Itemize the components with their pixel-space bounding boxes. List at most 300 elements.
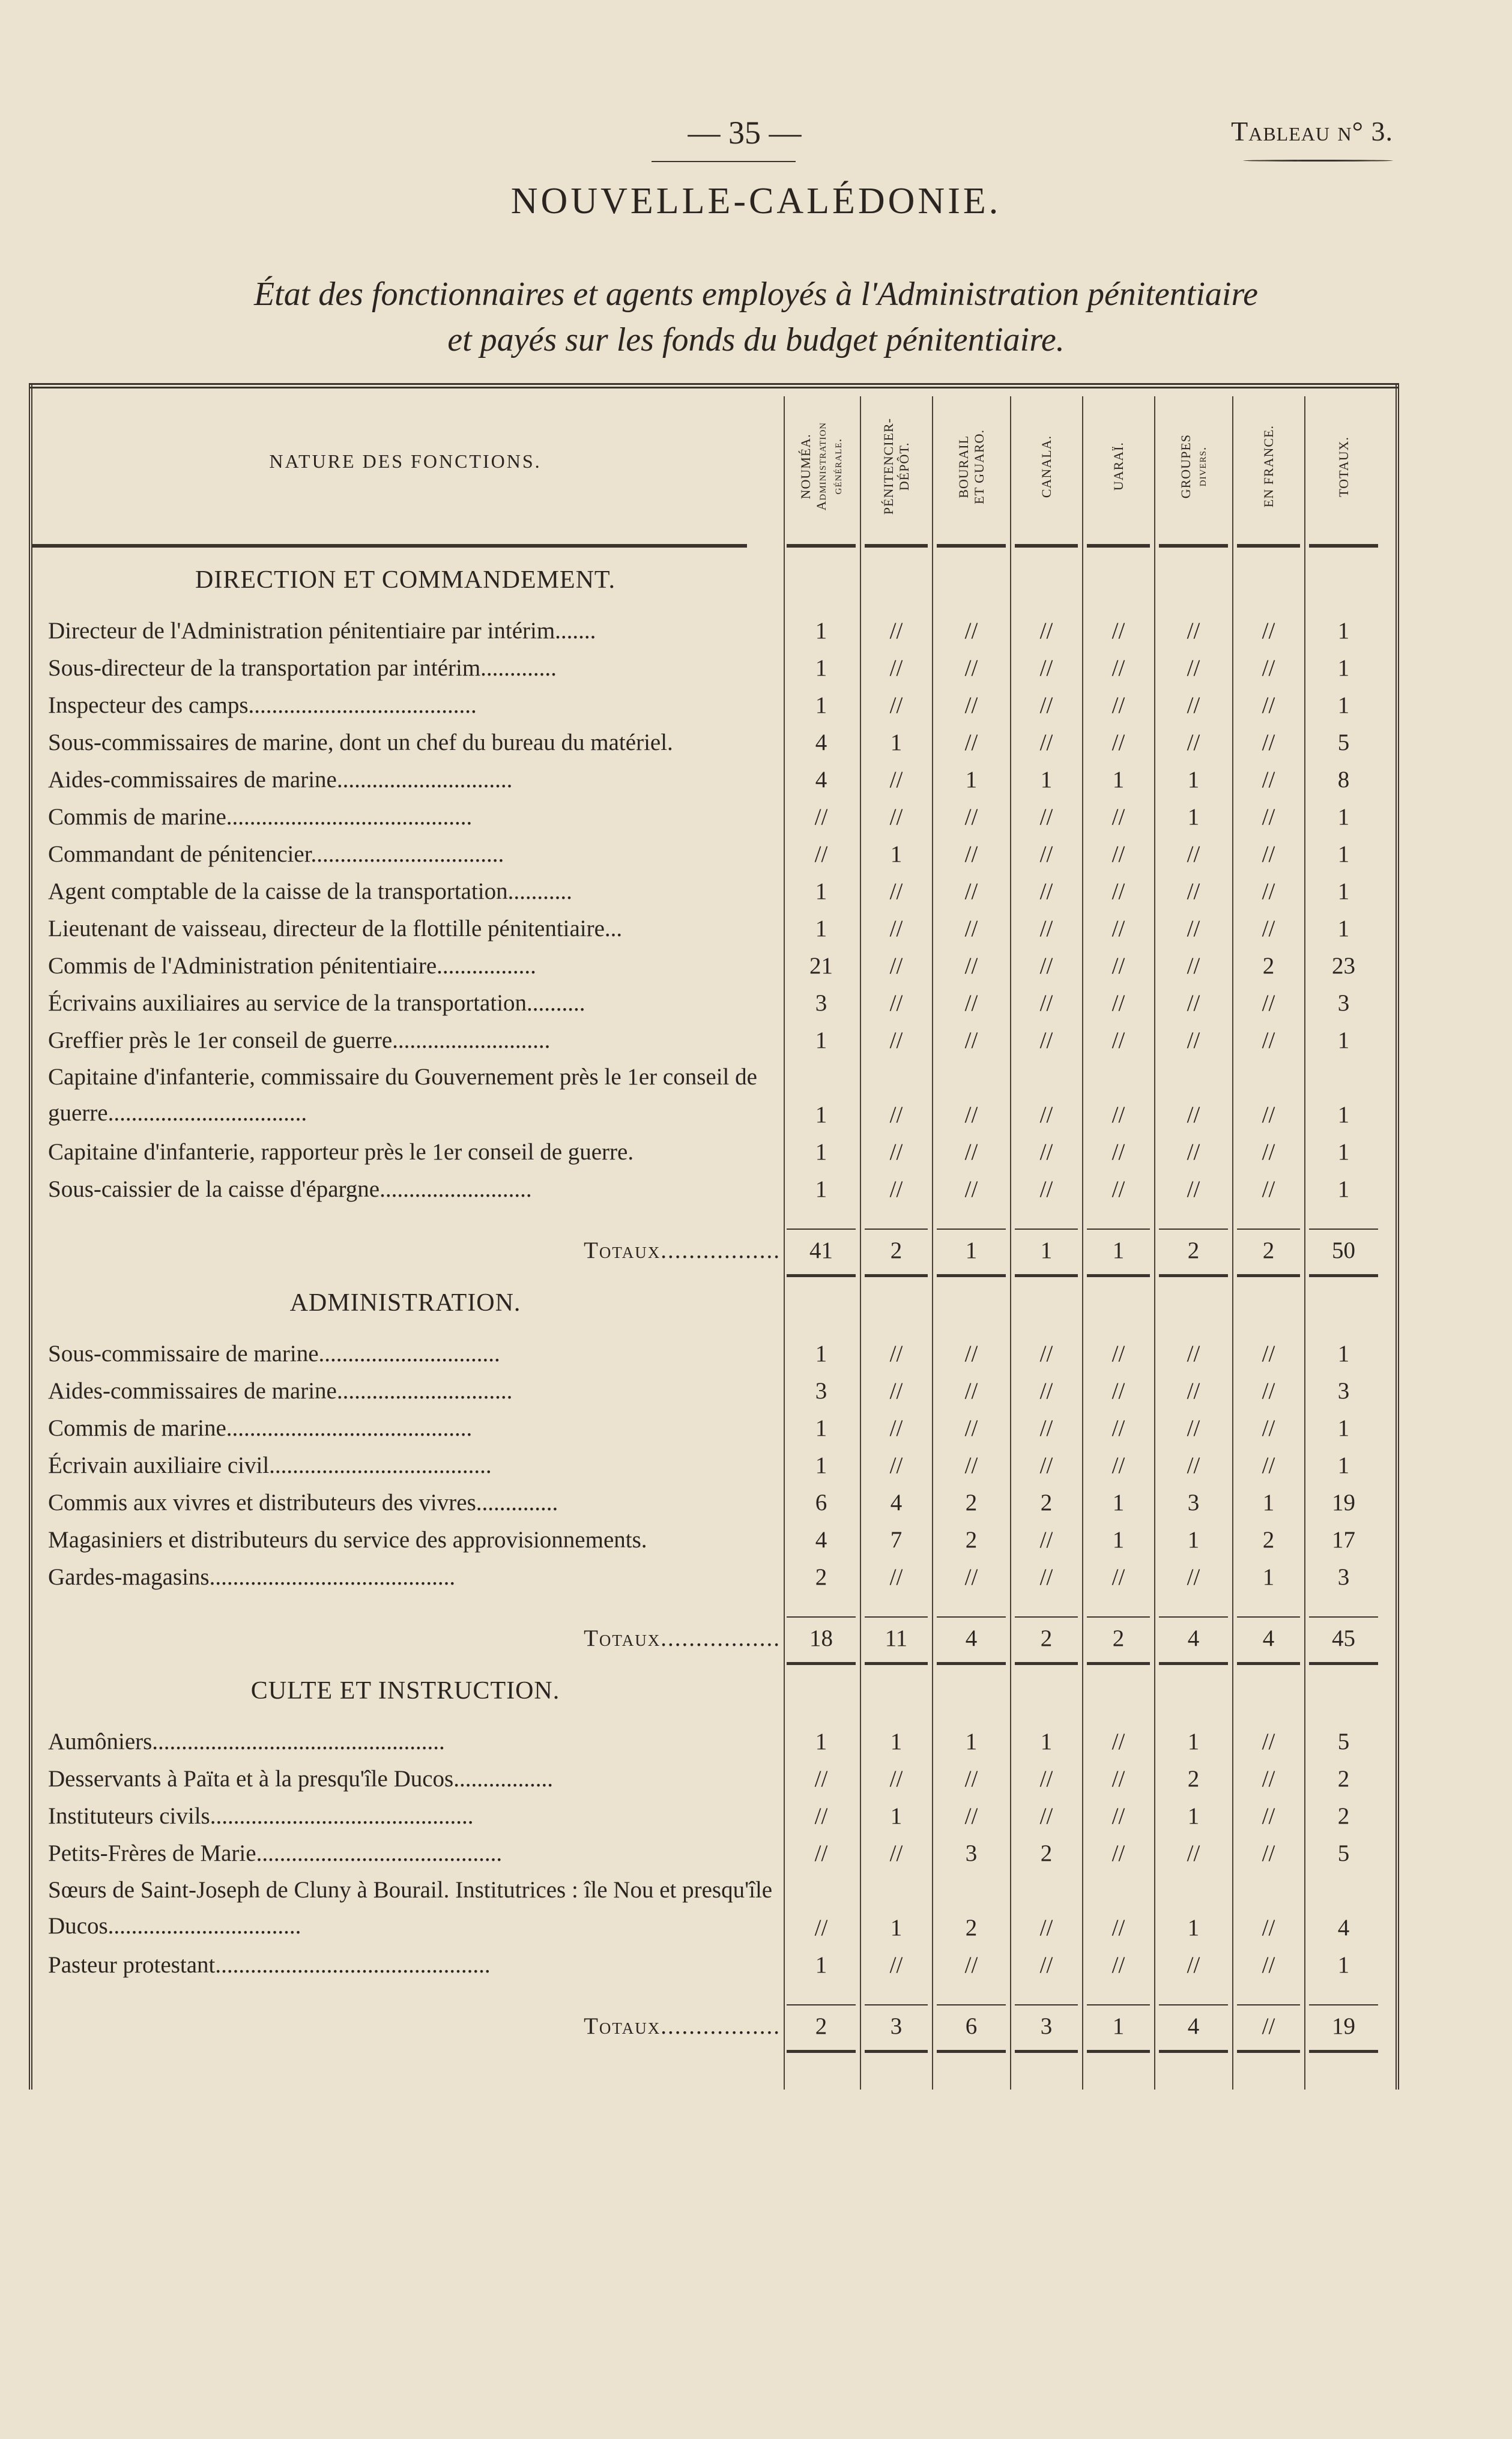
value-cell: // [889, 1415, 903, 1441]
value-cell: // [964, 878, 978, 904]
value-cell: // [964, 916, 978, 941]
value-cell: 1 [1337, 1952, 1350, 1978]
value-cell: // [964, 692, 978, 718]
row-label: Desservants à Païta et à la presqu'île Ducos................. [48, 1766, 553, 1792]
header-rule-segment [1237, 544, 1300, 548]
table-row [48, 836, 1381, 873]
column-header [787, 397, 856, 536]
value-cell: // [1262, 730, 1275, 755]
value-cell: // [1111, 990, 1125, 1016]
header-rule-segment [937, 544, 1006, 548]
value-cell: // [814, 1766, 828, 1792]
column-header [1159, 397, 1228, 536]
table-row [48, 1484, 1381, 1522]
value-cell: // [889, 1027, 903, 1053]
value-cell: // [1187, 1952, 1200, 1978]
value-cell: 1 [890, 1915, 903, 1941]
total-cell: 2 [815, 2013, 827, 2039]
value-cell: // [1039, 953, 1053, 979]
totals-rule [787, 2004, 856, 2005]
value-cell: // [1111, 655, 1125, 681]
value-cell: // [964, 1027, 978, 1053]
column-header-label: GROUPES divers. [1178, 434, 1209, 499]
value-cell: 1 [1337, 916, 1350, 941]
value-cell: 1 [1337, 804, 1350, 830]
subtitle-line-1: État des fonctionnaires et agents employés à l'Administration pénitentiaire [253, 276, 1259, 313]
totals-row [48, 1620, 1381, 1657]
value-cell: // [1111, 841, 1125, 867]
value-cell: // [1111, 1729, 1125, 1754]
table-row [48, 799, 1381, 836]
value-cell: 2 [1337, 1766, 1350, 1792]
value-cell: // [964, 1452, 978, 1478]
value-cell: // [1187, 1378, 1200, 1404]
table-row [48, 1373, 1381, 1410]
table-row [48, 1059, 1381, 1134]
value-cell: // [889, 1378, 903, 1404]
value-cell: // [1262, 1766, 1275, 1792]
value-cell: 17 [1332, 1527, 1355, 1553]
totals-rule [1087, 1229, 1150, 1230]
table-row [48, 1171, 1381, 1208]
value-cell: // [964, 1952, 978, 1978]
row-label: Capitaine d'infanterie, rapporteur près le 1er conseil de guerre. [48, 1139, 634, 1165]
total-cell: 1 [1040, 1238, 1053, 1263]
value-cell: 1 [815, 878, 827, 904]
value-cell: // [1187, 730, 1200, 755]
value-cell: 1 [815, 692, 827, 718]
table-row [48, 1947, 1381, 1984]
total-cell: 1 [1112, 2013, 1125, 2039]
value-cell: // [1039, 1102, 1053, 1128]
value-cell: 1 [1262, 1564, 1275, 1590]
value-cell: // [1262, 1102, 1275, 1128]
value-cell: // [964, 1341, 978, 1367]
value-cell: 3 [815, 1378, 827, 1404]
total-cell: 6 [965, 2013, 978, 2039]
total-cell: 4 [965, 1625, 978, 1651]
value-cell: 4 [1337, 1915, 1350, 1941]
value-cell: // [814, 1840, 828, 1866]
value-cell: 2 [1262, 1527, 1275, 1553]
value-cell: 3 [1337, 1378, 1350, 1404]
value-cell: 1 [890, 1803, 903, 1829]
value-cell: // [889, 953, 903, 979]
value-cell: 4 [815, 730, 827, 755]
value-cell: 21 [809, 953, 833, 979]
totals-rule [1015, 1616, 1078, 1618]
value-cell: // [964, 655, 978, 681]
value-cell: 1 [815, 618, 827, 644]
value-cell: // [889, 1341, 903, 1367]
value-cell: // [964, 618, 978, 644]
row-label: Capitaine d'infanterie, commissaire du Gouvernement près le 1er conseil de guerre.................................. [48, 1064, 757, 1126]
column-header-label: NOUMÉA. Administration générale. [797, 422, 844, 511]
subtitle-line-2: et payés sur les fonds du budget pénitentiaire. [447, 321, 1065, 358]
column-header [1309, 397, 1378, 536]
value-cell: // [1039, 655, 1053, 681]
totals-rule [1159, 1274, 1228, 1277]
table-row [48, 910, 1381, 947]
header-rule-segment [1159, 544, 1228, 548]
value-cell: // [889, 916, 903, 941]
row-label: Sous-commissaire de marine............................... [48, 1341, 500, 1367]
value-cell: 19 [1332, 1490, 1355, 1516]
value-cell: // [1039, 1176, 1053, 1202]
value-cell: 1 [1337, 1027, 1350, 1053]
value-cell: // [889, 1564, 903, 1590]
value-cell: // [1187, 1415, 1200, 1441]
table-row [48, 985, 1381, 1022]
value-cell: // [1187, 692, 1200, 718]
row-label: Magasiniers et distributeurs du service des approvisionnements. [48, 1527, 647, 1553]
value-cell: 1 [815, 1102, 827, 1128]
value-cell: // [1187, 1452, 1200, 1478]
value-cell: // [889, 618, 903, 644]
totals-rule [865, 2004, 928, 2005]
totals-rule [1159, 2050, 1228, 2053]
main-title: NOUVELLE-CALÉDONIE. [510, 181, 1002, 222]
value-cell: 4 [815, 767, 827, 793]
value-cell: // [1262, 1341, 1275, 1367]
value-cell: 2 [1040, 1840, 1053, 1866]
value-cell: // [964, 804, 978, 830]
total-cell: 3 [890, 2013, 903, 2039]
page-number: — 35 — [688, 115, 802, 151]
row-label: Écrivain auxiliaire civil...................................... [48, 1452, 492, 1478]
total-cell: 4 [1262, 1625, 1275, 1651]
total-cell: 50 [1332, 1238, 1355, 1263]
row-label: Greffier près le 1er conseil de guerre........................... [48, 1027, 551, 1053]
total-cell: 4 [1187, 1625, 1200, 1651]
value-cell: // [1111, 804, 1125, 830]
value-cell: 6 [815, 1490, 827, 1516]
value-cell: 1 [1337, 655, 1350, 681]
value-cell: // [1262, 878, 1275, 904]
totals-rule [787, 2050, 856, 2053]
value-cell: 1 [965, 767, 978, 793]
totals-rule [787, 1616, 856, 1618]
value-cell: 1 [1337, 841, 1350, 867]
column-header-label: CANALA. [1038, 435, 1054, 498]
value-cell: 2 [815, 1564, 827, 1590]
value-cell: 1 [1337, 1176, 1350, 1202]
value-cell: // [1111, 1176, 1125, 1202]
table-row [48, 1522, 1381, 1559]
value-cell: // [1262, 1952, 1275, 1978]
value-cell: 1 [1337, 1139, 1350, 1165]
value-cell: // [1262, 841, 1275, 867]
value-cell: // [889, 767, 903, 793]
value-cell: 1 [1337, 1341, 1350, 1367]
column-header-label: PÉNITENCIER- DÉPÔT. [880, 418, 912, 515]
row-label: Lieutenant de vaisseau, directeur de la flottille pénitentiaire... [48, 916, 623, 941]
value-cell: 1 [1187, 767, 1200, 793]
value-cell: // [1262, 1840, 1275, 1866]
value-cell: // [814, 1915, 828, 1941]
value-cell: 2 [1187, 1766, 1200, 1792]
totals-rule [1309, 2004, 1378, 2005]
value-cell: // [889, 655, 903, 681]
value-cell: 2 [965, 1915, 978, 1941]
row-label: Sœurs de Saint-Joseph de Cluny à Bourail. Institutrices : île Nou et presqu'île Ducos................................. [48, 1877, 773, 1939]
value-cell: // [1187, 953, 1200, 979]
column-header [865, 397, 928, 536]
table-row [48, 1798, 1381, 1835]
value-cell: // [964, 1139, 978, 1165]
totals-rule [1159, 1616, 1228, 1618]
totals-rule [1015, 1662, 1078, 1665]
column-header-label: EN FRANCE. [1260, 425, 1276, 508]
value-cell: 1 [1337, 692, 1350, 718]
totals-rule [1015, 2050, 1078, 2053]
value-cell: // [1262, 916, 1275, 941]
totals-rule [1237, 1616, 1300, 1618]
value-cell: // [1039, 1415, 1053, 1441]
table-row [48, 1447, 1381, 1484]
totals-row [48, 1232, 1381, 1269]
value-cell: 1 [815, 1415, 827, 1441]
value-cell: // [1262, 1915, 1275, 1941]
totals-rule [787, 1662, 856, 1665]
value-cell: // [1111, 1766, 1125, 1792]
value-cell: 5 [1337, 1729, 1350, 1754]
value-cell: 2 [1040, 1490, 1053, 1516]
value-cell: // [1039, 1915, 1053, 1941]
value-cell: // [964, 1564, 978, 1590]
value-cell: 1 [965, 1729, 978, 1754]
value-cell: 7 [890, 1527, 903, 1553]
table-row [48, 761, 1381, 799]
tableau-rule [1243, 160, 1393, 162]
value-cell: // [1039, 1564, 1053, 1590]
value-cell: 1 [1112, 1490, 1125, 1516]
value-cell: // [1262, 1729, 1275, 1754]
value-cell: // [1039, 841, 1053, 867]
table-row [48, 724, 1381, 761]
value-cell: // [1039, 1766, 1053, 1792]
value-cell: 1 [890, 1729, 903, 1754]
value-cell: // [964, 1766, 978, 1792]
totals-rule [1087, 1662, 1150, 1665]
value-cell: // [1039, 878, 1053, 904]
section-heading: DIRECTION ET COMMANDEMENT. [195, 566, 615, 594]
value-cell: 1 [1187, 1729, 1200, 1754]
total-cell: 45 [1332, 1625, 1355, 1651]
value-cell: // [1039, 1341, 1053, 1367]
column-header [937, 397, 1006, 536]
totals-rule [1309, 1616, 1378, 1618]
value-cell: 8 [1337, 767, 1350, 793]
value-cell: // [1039, 730, 1053, 755]
row-label: Pasteur protestant............................................... [48, 1952, 491, 1978]
value-cell: // [1039, 1378, 1053, 1404]
section-heading: CULTE ET INSTRUCTION. [250, 1677, 560, 1705]
value-cell: 3 [815, 990, 827, 1016]
totals-rule [865, 1229, 928, 1230]
total-cell: 1 [1112, 1238, 1125, 1263]
value-cell: // [1039, 1803, 1053, 1829]
value-cell: // [1039, 692, 1053, 718]
value-cell: 1 [1187, 1803, 1200, 1829]
value-cell: // [889, 804, 903, 830]
value-cell: 1 [890, 841, 903, 867]
table-row [48, 1022, 1381, 1059]
totals-rule [937, 1229, 1006, 1230]
table-row [48, 612, 1381, 650]
total-cell: 19 [1332, 2013, 1355, 2039]
value-cell: 1 [815, 916, 827, 941]
value-cell: // [1111, 1378, 1125, 1404]
value-cell: // [1111, 1102, 1125, 1128]
totals-rule [1309, 1662, 1378, 1665]
value-cell: // [1111, 916, 1125, 941]
value-cell: // [1262, 1176, 1275, 1202]
value-cell: // [1039, 1139, 1053, 1165]
column-header [1015, 397, 1078, 536]
total-cell: 2 [1040, 1625, 1053, 1651]
value-cell: // [1039, 618, 1053, 644]
row-label: Commis de l'Administration pénitentiaire................. [48, 953, 536, 979]
value-cell: // [1187, 1840, 1200, 1866]
row-label: Petits-Frères de Marie.......................................... [48, 1840, 503, 1866]
totals-rule [1237, 2004, 1300, 2005]
value-cell: // [1262, 1027, 1275, 1053]
value-cell: // [814, 1803, 828, 1829]
value-cell: // [964, 1102, 978, 1128]
column-header-label: UARAÏ. [1110, 442, 1126, 491]
value-cell: 1 [815, 1729, 827, 1754]
totals-rule [1309, 2050, 1378, 2053]
value-cell: // [1187, 618, 1200, 644]
value-cell: 23 [1332, 953, 1355, 979]
totals-rule [937, 2050, 1006, 2053]
row-label: Commandant de pénitencier................................. [48, 841, 504, 867]
total-cell: 18 [809, 1625, 833, 1651]
value-cell: // [1039, 990, 1053, 1016]
row-label: Instituteurs civils............................................. [48, 1803, 474, 1829]
header-rule-segment [1087, 544, 1150, 548]
value-cell: // [1111, 953, 1125, 979]
totals-rule [1237, 1229, 1300, 1230]
value-cell: 1 [1337, 1102, 1350, 1128]
row-label: Aumôniers.................................................. [48, 1729, 445, 1754]
value-cell: // [1039, 916, 1053, 941]
totals-rule [1087, 1274, 1150, 1277]
totals-rule [1087, 2050, 1150, 2053]
value-cell: 3 [965, 1840, 978, 1866]
value-cell: 2 [1262, 953, 1275, 979]
value-cell: // [964, 1378, 978, 1404]
value-cell: 5 [1337, 730, 1350, 755]
table-row [48, 1723, 1381, 1760]
row-label: Agent comptable de la caisse de la transportation........... [48, 878, 572, 904]
total-cell: 4 [1187, 2013, 1200, 2039]
value-cell: 1 [1337, 618, 1350, 644]
value-cell: // [1039, 1027, 1053, 1053]
total-cell: 2 [890, 1238, 903, 1263]
header-rule-segment [787, 544, 856, 548]
totals-rule [1237, 1274, 1300, 1277]
value-cell: // [964, 990, 978, 1016]
total-cell: 11 [885, 1625, 908, 1651]
value-cell: // [1111, 1452, 1125, 1478]
total-cell: 2 [1187, 1238, 1200, 1263]
value-cell: // [889, 1840, 903, 1866]
table-row [48, 947, 1381, 985]
value-cell: // [1187, 841, 1200, 867]
table-row [48, 1559, 1381, 1596]
totals-rule [787, 1229, 856, 1230]
table-row [48, 1835, 1381, 1872]
row-label: Commis de marine.......................................... [48, 1415, 473, 1441]
totals-rule [1087, 1616, 1150, 1618]
value-cell: 1 [815, 1176, 827, 1202]
header-rule-segment [1309, 544, 1378, 548]
totals-rule [1159, 1662, 1228, 1665]
row-label: Commis de marine.......................................... [48, 804, 473, 830]
value-cell: // [1039, 1952, 1053, 1978]
section-heading: ADMINISTRATION. [289, 1289, 521, 1317]
row-label: Aides-commissaires de marine.............................. [48, 767, 513, 793]
totals-rule [1015, 1274, 1078, 1277]
value-cell: 1 [1337, 1415, 1350, 1441]
value-cell: 5 [1337, 1840, 1350, 1866]
value-cell: 1 [815, 1341, 827, 1367]
table-row [48, 687, 1381, 724]
totals-rule [1159, 1229, 1228, 1230]
nature-header: NATURE DES FONCTIONS. [269, 450, 542, 472]
value-cell: // [1187, 916, 1200, 941]
value-cell: // [1111, 1027, 1125, 1053]
row-label: Sous-commissaires de marine, dont un chef du bureau du matériel. [48, 730, 673, 755]
value-cell: 1 [815, 1139, 827, 1165]
total-cell: // [1262, 2013, 1275, 2039]
totals-rule [865, 1662, 928, 1665]
value-cell: // [1262, 1378, 1275, 1404]
value-cell: // [1187, 655, 1200, 681]
value-cell: // [1187, 1176, 1200, 1202]
value-cell: // [1187, 1564, 1200, 1590]
value-cell: // [889, 1102, 903, 1128]
row-label: Écrivains auxiliaires au service de la transportation.......... [48, 990, 585, 1016]
value-cell: 1 [1187, 1527, 1200, 1553]
row-label: Sous-caissier de la caisse d'épargne.......................... [48, 1176, 532, 1202]
value-cell: 1 [1337, 1452, 1350, 1478]
value-cell: 1 [815, 1027, 827, 1053]
total-cell: 3 [1040, 2013, 1053, 2039]
totals-label: Totaux................. [584, 1625, 781, 1651]
value-cell: // [1187, 1027, 1200, 1053]
row-label: Inspecteur des camps....................................... [48, 692, 477, 718]
value-cell: // [1187, 1102, 1200, 1128]
value-cell: // [1111, 1564, 1125, 1590]
table-row [48, 1872, 1381, 1947]
value-cell: // [814, 804, 828, 830]
value-cell: 4 [890, 1490, 903, 1516]
value-cell: 2 [965, 1527, 978, 1553]
value-cell: 1 [815, 1452, 827, 1478]
total-cell: 2 [1112, 1625, 1125, 1651]
subtitle [0, 271, 1512, 363]
totals-rule [937, 1616, 1006, 1618]
header-rule-segment [865, 544, 928, 548]
row-label: Sous-directeur de la transportation par intérim............. [48, 655, 557, 681]
totals-row [48, 2008, 1381, 2045]
value-cell: 1 [1040, 1729, 1053, 1754]
value-cell: // [1111, 1803, 1125, 1829]
page-number-rule [652, 161, 796, 162]
